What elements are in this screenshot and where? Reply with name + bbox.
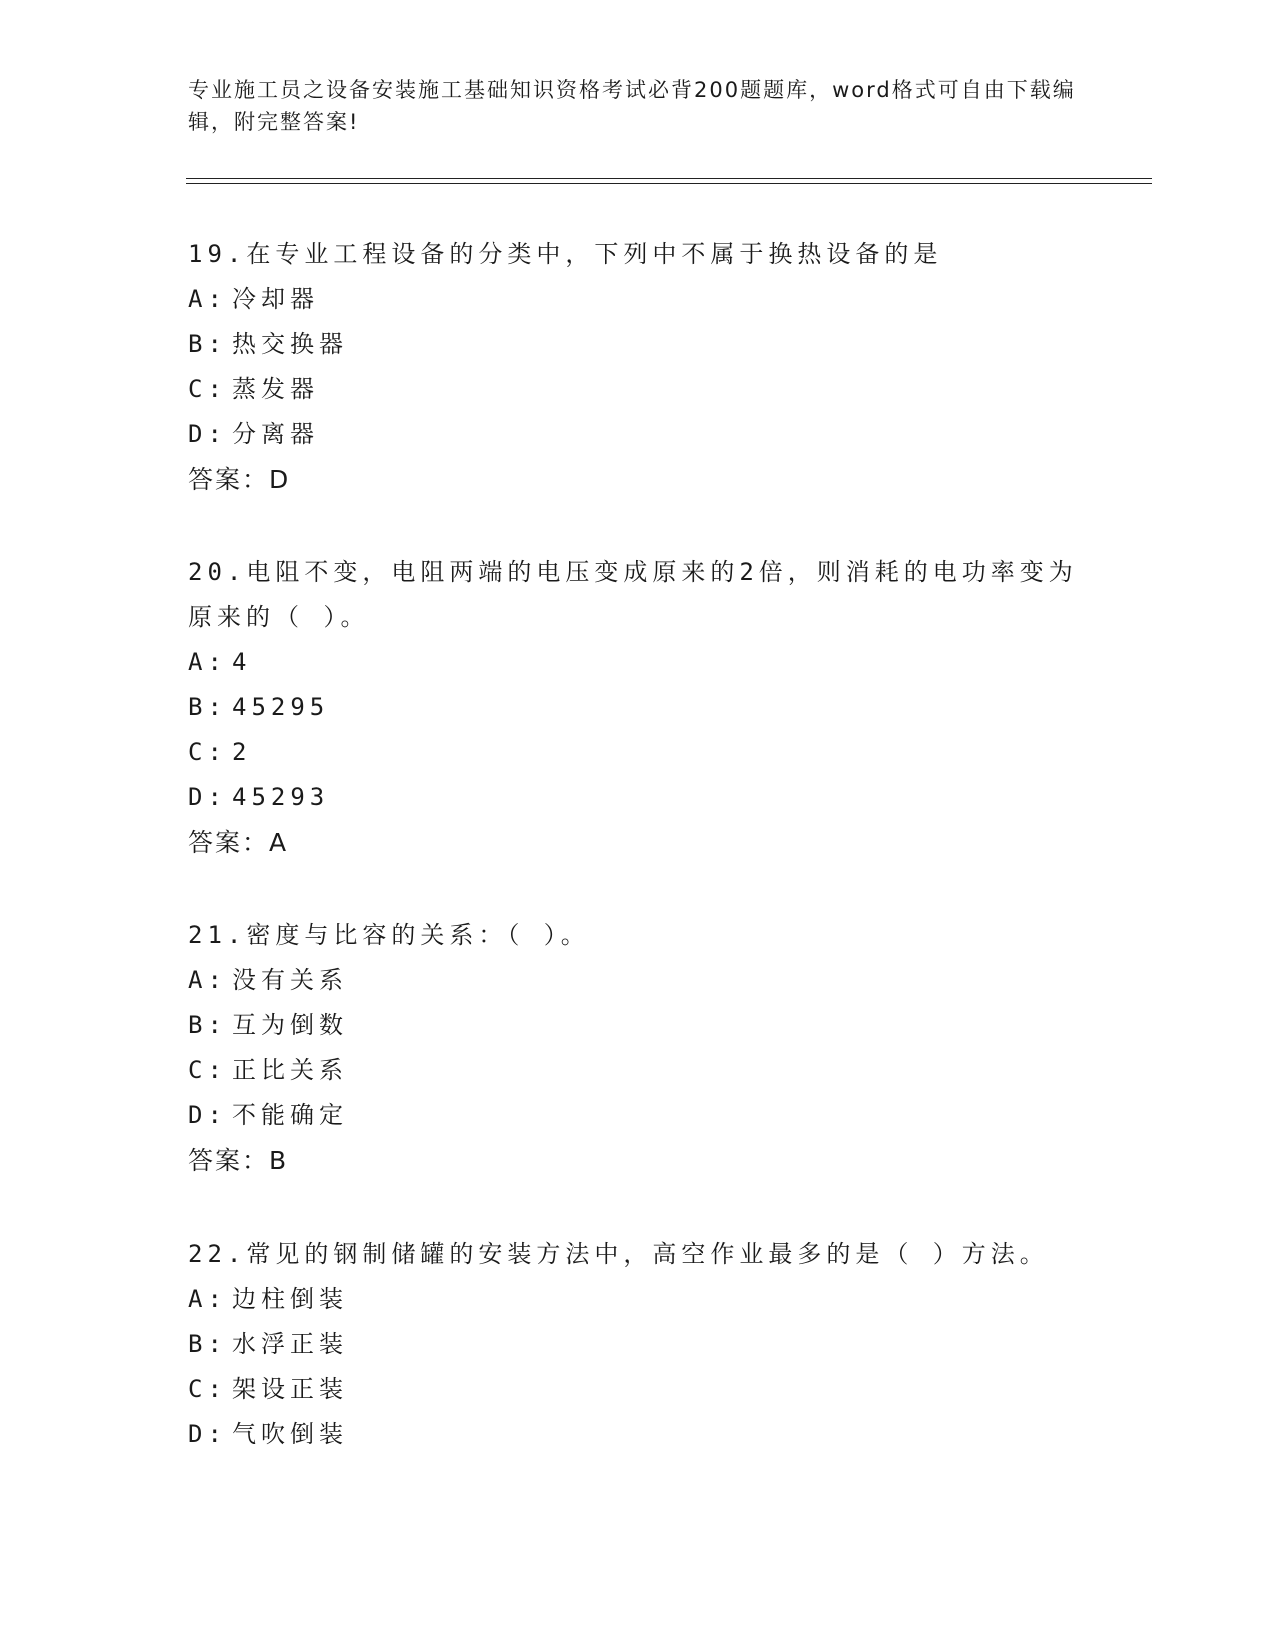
option-text: 蒸发器 (232, 375, 319, 403)
option-text: 互为倒数 (232, 1011, 348, 1039)
option-text: 边柱倒装 (232, 1285, 348, 1313)
option-d (188, 412, 1088, 457)
question-stem: 19.在专业工程设备的分类中，下列中不属于换热设备的是 (188, 240, 943, 268)
option-letter: C: (188, 738, 227, 766)
option-letter: C: (188, 1375, 227, 1403)
question-stem: 21.密度与比容的关系：（ ）。 (188, 921, 590, 949)
option-d (188, 775, 1088, 820)
option-text: 气吹倒装 (232, 1420, 348, 1448)
option-text: 分离器 (232, 420, 319, 448)
option-letter: B: (188, 693, 227, 721)
option-b (188, 685, 1088, 730)
option-d (188, 1093, 1088, 1138)
option-b (188, 1322, 1088, 1367)
option-b (188, 1003, 1088, 1048)
option-letter: D: (188, 783, 227, 811)
header-title: 专业施工员之设备安装施工基础知识资格考试必背200题题库，word格式可自由下载编辑，附完整答案! (188, 78, 1076, 134)
document-header (188, 74, 1078, 138)
option-b (188, 322, 1088, 367)
option-text: 水浮正装 (232, 1330, 348, 1358)
option-text: 2 (232, 738, 252, 766)
option-letter: C: (188, 1056, 227, 1084)
option-letter: B: (188, 1330, 227, 1358)
option-c (188, 367, 1088, 412)
option-c (188, 730, 1088, 775)
option-c (188, 1048, 1088, 1093)
option-c (188, 1367, 1088, 1412)
question-19 (188, 232, 1088, 502)
option-d (188, 1412, 1088, 1457)
question-21 (188, 913, 1088, 1183)
option-letter: A: (188, 966, 227, 994)
option-letter: D: (188, 420, 227, 448)
answer: 答案：B (188, 1146, 289, 1175)
header-divider-bottom (186, 183, 1152, 184)
option-text: 45295 (232, 693, 330, 721)
option-letter: B: (188, 330, 227, 358)
option-text: 不能确定 (232, 1101, 348, 1129)
option-letter: C: (188, 375, 227, 403)
answer: 答案：D (188, 465, 291, 494)
question-22 (188, 1232, 1088, 1457)
option-a (188, 958, 1088, 1003)
option-text: 没有关系 (232, 966, 348, 994)
option-letter: D: (188, 1101, 227, 1129)
option-a (188, 640, 1088, 685)
option-letter: A: (188, 285, 227, 313)
question-20 (188, 550, 1088, 865)
option-text: 热交换器 (232, 330, 348, 358)
option-text: 4 (232, 648, 252, 676)
question-stem: 20.电阻不变，电阻两端的电压变成原来的2倍，则消耗的电功率变为原来的（ ）。 (188, 558, 1078, 631)
answer: 答案：A (188, 828, 289, 857)
option-letter: D: (188, 1420, 227, 1448)
option-a (188, 277, 1088, 322)
option-text: 45293 (232, 783, 330, 811)
option-letter: A: (188, 1285, 227, 1313)
option-text: 冷却器 (232, 285, 319, 313)
option-text: 正比关系 (232, 1056, 348, 1084)
header-divider-top (186, 178, 1152, 179)
option-letter: A: (188, 648, 227, 676)
option-letter: B: (188, 1011, 227, 1039)
option-a (188, 1277, 1088, 1322)
option-text: 架设正装 (232, 1375, 348, 1403)
question-stem: 22.常见的钢制储罐的安装方法中，高空作业最多的是（ ）方法。 (188, 1240, 1049, 1268)
